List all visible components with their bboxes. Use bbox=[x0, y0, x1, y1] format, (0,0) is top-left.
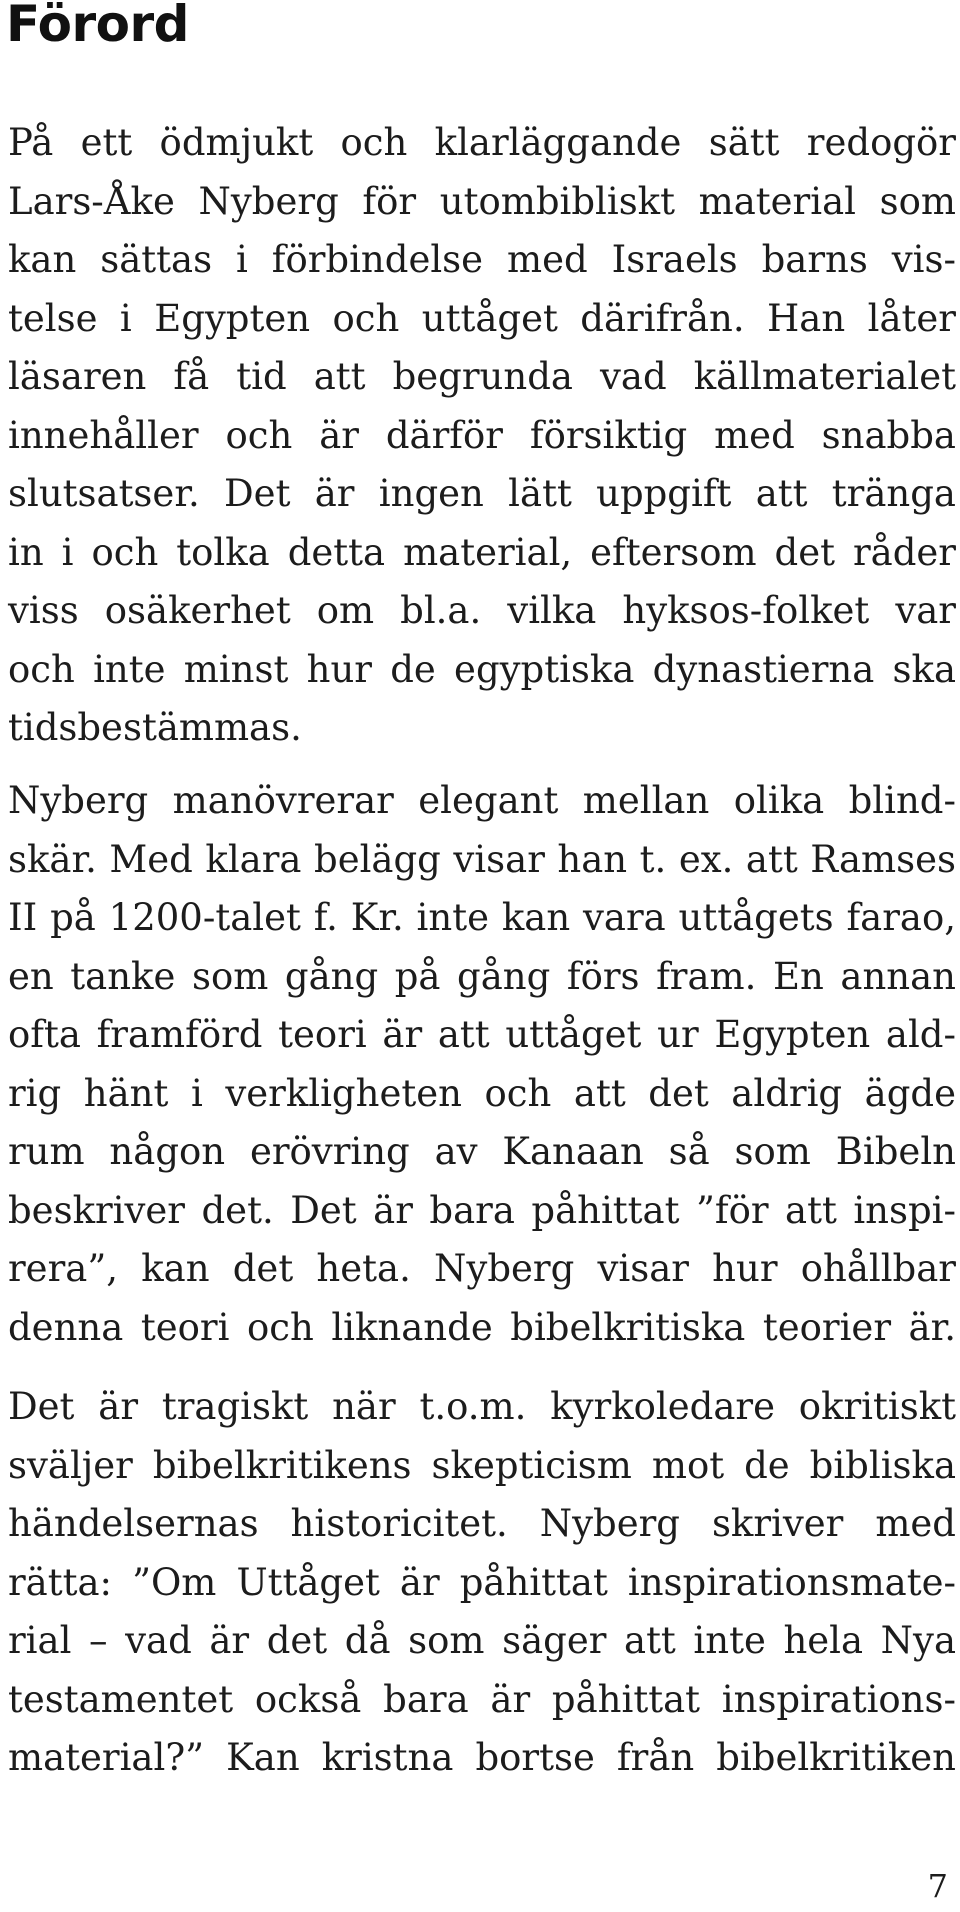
text-line: II på 1200-talet f. Kr. inte kan vara uttågets farao, bbox=[8, 896, 956, 939]
text-line: kan sättas i förbindelse med Israels barns vis- bbox=[8, 238, 956, 281]
text-line: slutsatser. Det är ingen lätt uppgift att tränga bbox=[8, 472, 956, 515]
text-line: beskriver det. Det är bara påhittat ”för att inspi- bbox=[8, 1188, 956, 1232]
text-line: rig hänt i verkligheten och att det aldrig ägde bbox=[8, 1071, 956, 1115]
text-line: och inte minst hur de egyptiska dynastierna ska bbox=[8, 647, 956, 691]
paragraph-2 bbox=[8, 772, 956, 1357]
text-line: testamentet också bara är påhittat inspirations- bbox=[8, 1677, 956, 1721]
text-line: in i och tolka detta material, eftersom det råder bbox=[8, 530, 956, 574]
text-line: tidsbestämmas. bbox=[8, 706, 302, 749]
paragraph-3 bbox=[8, 1378, 956, 1788]
text-line: Nyberg manövrerar elegant mellan olika blind- bbox=[8, 779, 956, 822]
text-line: På ett ödmjukt och klarläggande sätt redogör bbox=[8, 121, 956, 164]
text-line: innehåller och är därför försiktig med snabba bbox=[8, 413, 956, 457]
text-line: skär. Med klara belägg visar han t. ex. att Ramses bbox=[8, 837, 956, 881]
text-line: sväljer bibelkritikens skepticism mot de bibliska bbox=[8, 1443, 956, 1487]
text-line: ofta framförd teori är att uttåget ur Egypten ald- bbox=[8, 1013, 956, 1056]
text-line: rera”, kan det heta. Nyberg visar hur ohållbar bbox=[8, 1247, 956, 1290]
text-line: läsaren få tid att begrunda vad källmaterialet bbox=[8, 355, 956, 398]
text-line: Lars-Åke Nyberg för utombibliskt material som bbox=[8, 179, 956, 223]
text-line: rum någon erövring av Kanaan så som Bibeln bbox=[8, 1130, 956, 1173]
text-line: Det är tragiskt när t.o.m. kyrkoledare okritiskt bbox=[8, 1385, 956, 1428]
text-line: telse i Egypten och uttåget därifrån. Han låter bbox=[8, 296, 956, 340]
page-number: 7 bbox=[927, 1867, 948, 1905]
chapter-heading: Förord bbox=[6, 0, 189, 53]
text-line: material?” Kan kristna bortse från bibelkritiken bbox=[8, 1736, 956, 1779]
text-line: denna teori och liknande bibelkritiska teorier är. bbox=[8, 1305, 956, 1349]
text-line: viss osäkerhet om bl.a. vilka hyksos-folket var bbox=[8, 589, 956, 632]
text-line: händelsernas historicitet. Nyberg skriver med bbox=[8, 1502, 956, 1545]
text-line: rätta: ”Om Uttåget är påhittat inspirationsmate- bbox=[8, 1560, 956, 1604]
text-line: en tanke som gång på gång förs fram. En annan bbox=[8, 954, 956, 998]
paragraph-1 bbox=[8, 114, 956, 758]
text-line: rial – vad är det då som säger att inte hela Nya bbox=[8, 1619, 956, 1662]
